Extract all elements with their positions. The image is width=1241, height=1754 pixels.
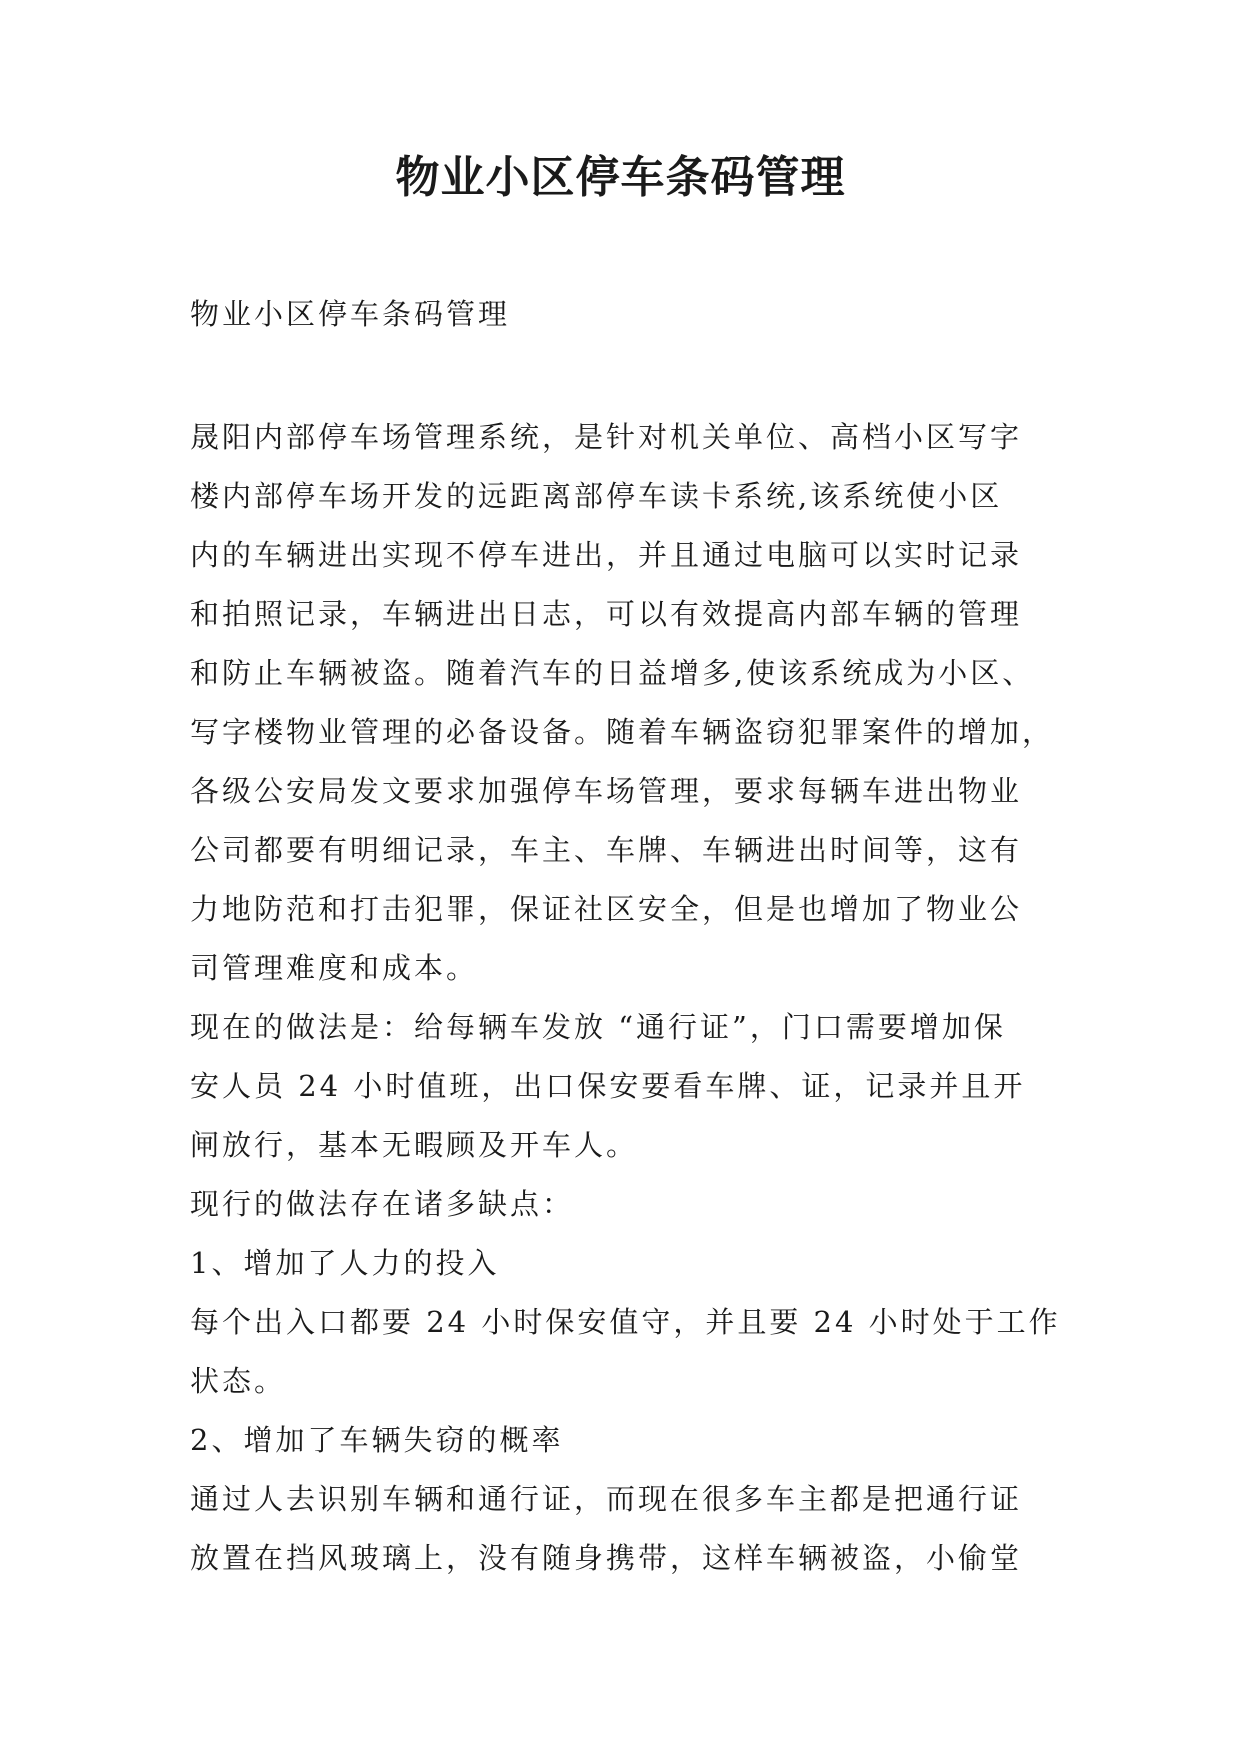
body-line: 放置在挡风玻璃上，没有随身携带，这样车辆被盗，小偷堂	[190, 1541, 1023, 1575]
body-line: 楼内部停车场开发的远距离部停车读卡系统,该系统使小区	[190, 479, 1003, 513]
body-line: 和防止车辆被盗。随着汽车的日益增多,使该系统成为小区、	[190, 656, 1035, 690]
body-line: 通过人去识别车辆和通行证，而现在很多车主都是把通行证	[190, 1482, 1023, 1516]
body-line: 和拍照记录，车辆进出日志，可以有效提高内部车辆的管理	[190, 597, 1023, 631]
body-line: 晟阳内部停车场管理系统，是针对机关单位、高档小区写字	[190, 420, 1023, 454]
body-line: 安人员 24 小时值班，出口保安要看车牌、证，记录并且开	[190, 1069, 1026, 1103]
body-line: 公司都要有明细记录，车主、车牌、车辆进出时间等，这有	[190, 833, 1023, 867]
body-line: 内的车辆进出实现不停车进出，并且通过电脑可以实时记录	[190, 538, 1023, 572]
body-line: 现在的做法是：给每辆车发放 “通行证”，门口需要增加保	[190, 1010, 1006, 1044]
list-heading: 1、增加了人力的投入	[190, 1246, 500, 1280]
body-line: 闸放行，基本无暇顾及开车人。	[190, 1128, 639, 1162]
body-line: 现行的做法存在诸多缺点：	[190, 1187, 575, 1221]
document-subtitle: 物业小区停车条码管理	[190, 297, 511, 331]
document-title: 物业小区停车条码管理	[395, 152, 846, 203]
body-line: 司管理难度和成本。	[190, 951, 479, 985]
body-line: 状态。	[190, 1364, 287, 1398]
body-line: 力地防范和打击犯罪，保证社区安全，但是也增加了物业公	[190, 892, 1023, 926]
body-line: 每个出入口都要 24 小时保安值守，并且要 24 小时处于工作	[190, 1305, 1061, 1339]
body-line: 各级公安局发文要求加强停车场管理，要求每辆车进出物业	[190, 774, 1023, 808]
body-line: 写字楼物业管理的必备设备。随着车辆盗窃犯罪案件的增加，	[190, 715, 1055, 749]
list-heading: 2、增加了车辆失窃的概率	[190, 1423, 564, 1457]
document-body	[190, 408, 1070, 1588]
